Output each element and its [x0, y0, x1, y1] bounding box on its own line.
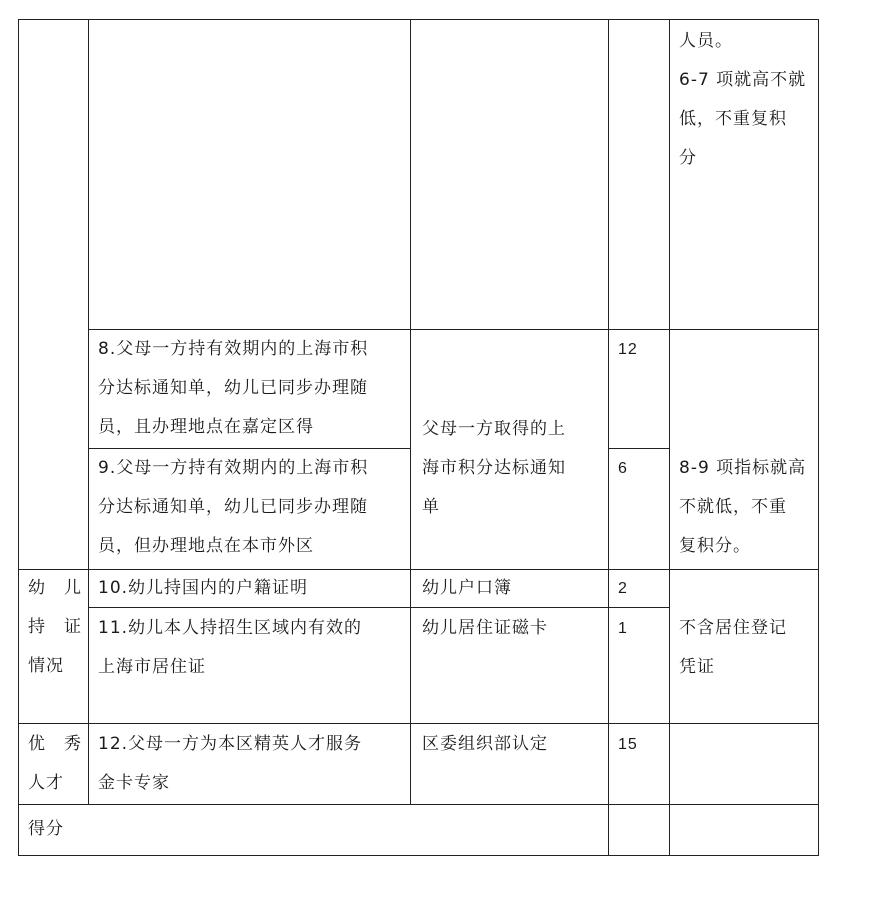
col-divider	[88, 19, 89, 805]
material-line: 区委组织部认定	[422, 734, 548, 754]
category-line: 幼 儿	[28, 578, 82, 598]
remark-6-7	[679, 22, 806, 178]
col-divider	[410, 19, 411, 805]
remark-line: 不含居住登记	[679, 618, 787, 638]
material-line: 幼儿户口簿	[422, 578, 512, 598]
score-12: 15	[618, 736, 638, 753]
table-border-top	[18, 19, 819, 20]
category-line: 持 证	[28, 617, 82, 637]
item-line: 员，但办理地点在本市外区	[98, 536, 314, 556]
row-divider	[18, 723, 819, 724]
item-line: 分达标通知单，幼儿已同步办理随	[98, 497, 368, 517]
material-line: 海市积分达标通知	[422, 458, 566, 478]
item-line: 11.幼儿本人持招生区域内有效的	[98, 618, 363, 638]
remark-line: 不就低，不重	[679, 497, 787, 517]
remark-line: 8-9 项指标就高	[679, 458, 807, 478]
item-line: 上海市居住证	[98, 657, 206, 677]
item-line: 分达标通知单，幼儿已同步办理随	[98, 378, 368, 398]
remark-line: 复积分。	[679, 536, 751, 556]
remark-8-9	[679, 449, 806, 566]
item-line: 金卡专家	[98, 773, 170, 793]
score-10: 2	[618, 580, 628, 597]
item-10	[98, 569, 308, 608]
material-line: 幼儿居住证磁卡	[422, 618, 548, 638]
item-line: 10.幼儿持国内的户籍证明	[98, 578, 309, 598]
remark-line: 低，不重复积	[679, 109, 787, 129]
remark-line: 凭证	[679, 657, 715, 677]
remark-line: 人员。	[679, 31, 733, 51]
item-8	[98, 330, 368, 447]
remark-line: 分	[679, 148, 697, 168]
item-line: 9.父母一方持有效期内的上海市积	[98, 458, 369, 478]
material-8-9	[422, 410, 566, 527]
remark-10-11	[679, 609, 787, 687]
material-line: 单	[422, 497, 440, 517]
category-line: 优 秀	[28, 734, 82, 754]
score-11: 1	[618, 620, 628, 637]
score-9: 6	[618, 460, 628, 477]
item-line: 员，且办理地点在嘉定区得	[98, 417, 314, 437]
col-divider	[608, 19, 609, 856]
category-child-cert	[28, 569, 82, 686]
item-line: 12.父母一方为本区精英人才服务	[98, 734, 363, 754]
category-line: 人才	[28, 773, 64, 793]
item-9	[98, 449, 368, 566]
table-border-right	[818, 19, 819, 856]
row-divider	[18, 804, 819, 805]
material-11	[422, 609, 548, 648]
material-line: 父母一方取得的上	[422, 419, 566, 439]
item-12	[98, 725, 362, 803]
table-border-left	[18, 19, 19, 856]
material-12	[422, 725, 548, 764]
item-line: 8.父母一方持有效期内的上海市积	[98, 339, 369, 359]
category-line: 情况	[28, 656, 64, 676]
score-8: 12	[618, 341, 638, 358]
remark-line: 6-7 项就高不就	[679, 70, 807, 90]
total-score-label: 得分	[28, 819, 64, 839]
col-divider	[669, 19, 670, 856]
item-11	[98, 609, 362, 687]
material-10	[422, 569, 512, 608]
table-border-bottom	[18, 855, 819, 856]
category-talent	[28, 725, 82, 803]
